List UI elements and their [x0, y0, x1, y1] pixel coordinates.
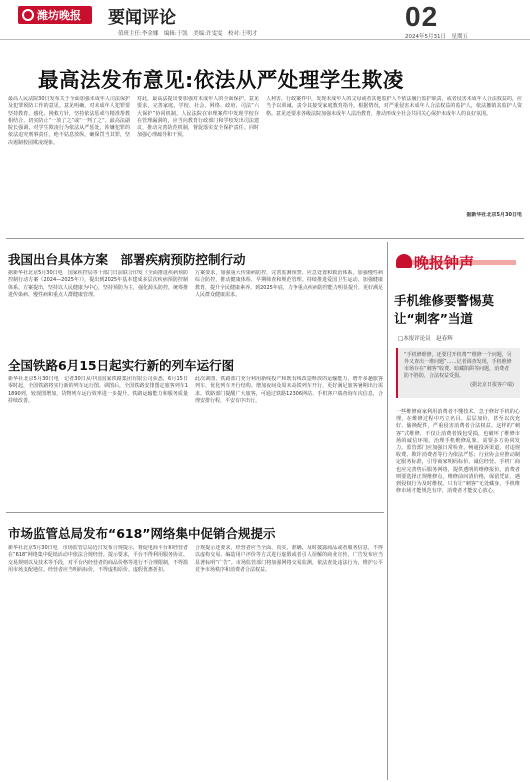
lead-column-2: 对此，最高法提出要加强对未成年人的全面保护。意见要求，完善家庭、学校、社会、网络、政府、司法“六大保护”协同机制。人民法院在审理案件中发现学校存在管理漏洞的，应当向教育行政部门和学校发出司法建议，推动完善防范机制，督促落实安全保护责任。同时加强心理疏导和干预。	[137, 96, 259, 139]
article-4-column-1: 新华社北京5月30日电 市场监管总局近日发布合规提示，督促电商平台和经营者在“618”网络集中促销活动中依法合规经营。提示要求，平台不得利用服务协议、交易规则以及技术等手段，对平台内经营者的商品价格等进行不合理限制，不得滥用市场支配地位。经营者应当明码标价，不得虚构原价、虚假优惠折扣。	[8, 545, 188, 573]
article-4-title[interactable]: 市场监管总局发布“618”网络集中促销合规提示	[8, 526, 276, 541]
article-2-title[interactable]: 我国出台具体方案 部署疾病预防控制行动	[8, 252, 246, 267]
lead-headline[interactable]: 最高法发布意见:依法从严处理学生欺凌	[38, 68, 404, 92]
article-2-column-2: 方案要求，加强重大传染病防控，完善监测预警、应急处置和救治体系。加强慢性病综合防控，推动健康体检、早期筛查和规范管理。持续推进爱国卫生运动，加强健康教育，提升全民健康素养。到2025年底，力争重点疾病防控能力明显提升，更好满足人民群众健康需求。	[195, 270, 383, 298]
editor-credits: 值班主任:李金娜 编辑:于凯 美编:许雯雯 校对:王明才	[118, 31, 258, 37]
divider	[6, 512, 384, 513]
masthead	[0, 0, 530, 40]
column-name: 晚报钟声	[414, 254, 475, 272]
quote-source: (据北京日报客户端)	[470, 382, 514, 388]
commentary-sidebar	[390, 242, 526, 782]
commentary-quote	[396, 348, 520, 398]
article-4-column-2: 合规提示还要求，经营者应当全面、真实、准确、及时披露商品或者服务信息，不得以虚构交易、编造用户评价等方式进行虚假或者引人误解的商业宣传。广告发布应当显著标明“广告”。市场监管部门将加强网络交易监测，依法查处违法行为，维护公平竞争市场秩序和消费者合法权益。	[195, 545, 383, 573]
lead-column-1: 最高人民法院30日发布关于全面加强未成年人司法保护及犯罪预防工作的意见。意见明确，对未成年人犯罪要坚持教育、感化、挽救方针，坚持依法惩戒与精准帮教相结合，切实防止“一放了之”或“一判了之”。最高法副院长强调，对学生欺凌行为依法从严惩处，涉嫌犯罪的依法追究刑事责任，绝不姑息放纵，确保罚当其罪，坚决遏制校园欺凌现象。	[8, 96, 130, 146]
newspaper-logo[interactable]	[18, 6, 92, 24]
commentary-author: □本报评论员 赵春辉	[398, 336, 453, 342]
commentary-headline[interactable]: 手机维修要警惕莫让“刺客”当道	[394, 293, 495, 326]
page-number: 02	[405, 1, 439, 32]
article-3-column-2: 此次调图，铁路部门充分利用新线投产和既有线改造释放的运输能力，增开多趟旅客列车，优化列车开行结构。增加夜间及周末高铁列车开行，更好满足旅客暑期出行需求。铁路部门提醒广大旅客，可通过铁路12306网站、手机客户端查询车次信息，合理安排行程，平安有序出行。	[195, 376, 383, 404]
commentary-body: 一些维修商家利用消费者不懂技术、急于修好手机的心理，在维修过程中巧立名目、层层加价，甚至以次充好、偷换配件，严重侵害消费者合法权益。这样的“刺客”式维修，不仅让消费者钱包受损，也破坏了维修市场的诚信环境。治理手机维修乱象，需要多方协同发力。监管部门应加强日常检查，畅通投诉渠道，对违规收费、欺诈消费者等行为依法严惩；行业协会应推动制定服务标准，引导商家明码标价、诚信经营。手机厂商也应完善售后服务网络，提供透明的维修报价。消费者则要选择正规维修点，维修前问清价格，保留凭证，遇到侵权行为及时维权。只有让“刺客”无处藏身，手机维修市场才能规范有序，消费者才能安心放心。	[396, 409, 520, 495]
column-divider	[387, 242, 388, 780]
lead-source: 据新华社北京5月30日电	[466, 212, 522, 218]
logo-text: 潍坊晚报	[37, 9, 81, 22]
article-3-title[interactable]: 全国铁路6月15日起实行新的列车运行图	[8, 358, 235, 373]
column-banner	[396, 252, 516, 272]
article-3-column-1: 新华社北京5月30日电 记者30日从中国国家铁路集团有限公司获悉，6月15日零时起，全国铁路将实行新的列车运行图。调图后，全国铁路安排图定旅客列车11890列，较现图增加，货物列车运行效率进一步提升，铁路运输能力和服务质量持续改善。	[8, 376, 188, 404]
logo-ring-icon	[22, 9, 34, 21]
section-title: 要闻评论	[108, 8, 176, 28]
lead-column-3: 人利害，行政案件中，发现未成年人的父母或者其他监护人不依法履行监护职责，或者侵害未成年人合法权益的，应当予以训诫，责令其接受家庭教育指导。根据情况，对严重侵害未成年人合法权益的监护人，依法撤销其监护人资格。意见还要求各级法院加强未成年人法治教育，推动形成全社会共同关心保护未成年人的良好氛围。	[266, 96, 522, 117]
article-2-column-1: 据新华社北京5月30日电 国家疾控局等十部门日前联合印发《全面推进疾病预防控制行动方案（2024—2025年）》，提出到2025年基本建成多层次疾病预防控制体系。方案提出，坚持以人民健康为中心，坚持预防为主，强化源头防控，统筹推进传染病、慢性病和重点人群健康管理。	[8, 270, 188, 298]
quote-text: “手机修维修，还要付开机费”“维修一个问题，另外又查出一堆问题”……记者调查发现，手机维修市场存在“刺客”收费、暗藏陷阱等问题，消费者防不胜防，合法权益受损。	[404, 352, 512, 379]
divider	[6, 238, 524, 239]
publish-date: 2024年5月31日 星期五	[405, 34, 468, 40]
bell-icon	[396, 254, 412, 268]
